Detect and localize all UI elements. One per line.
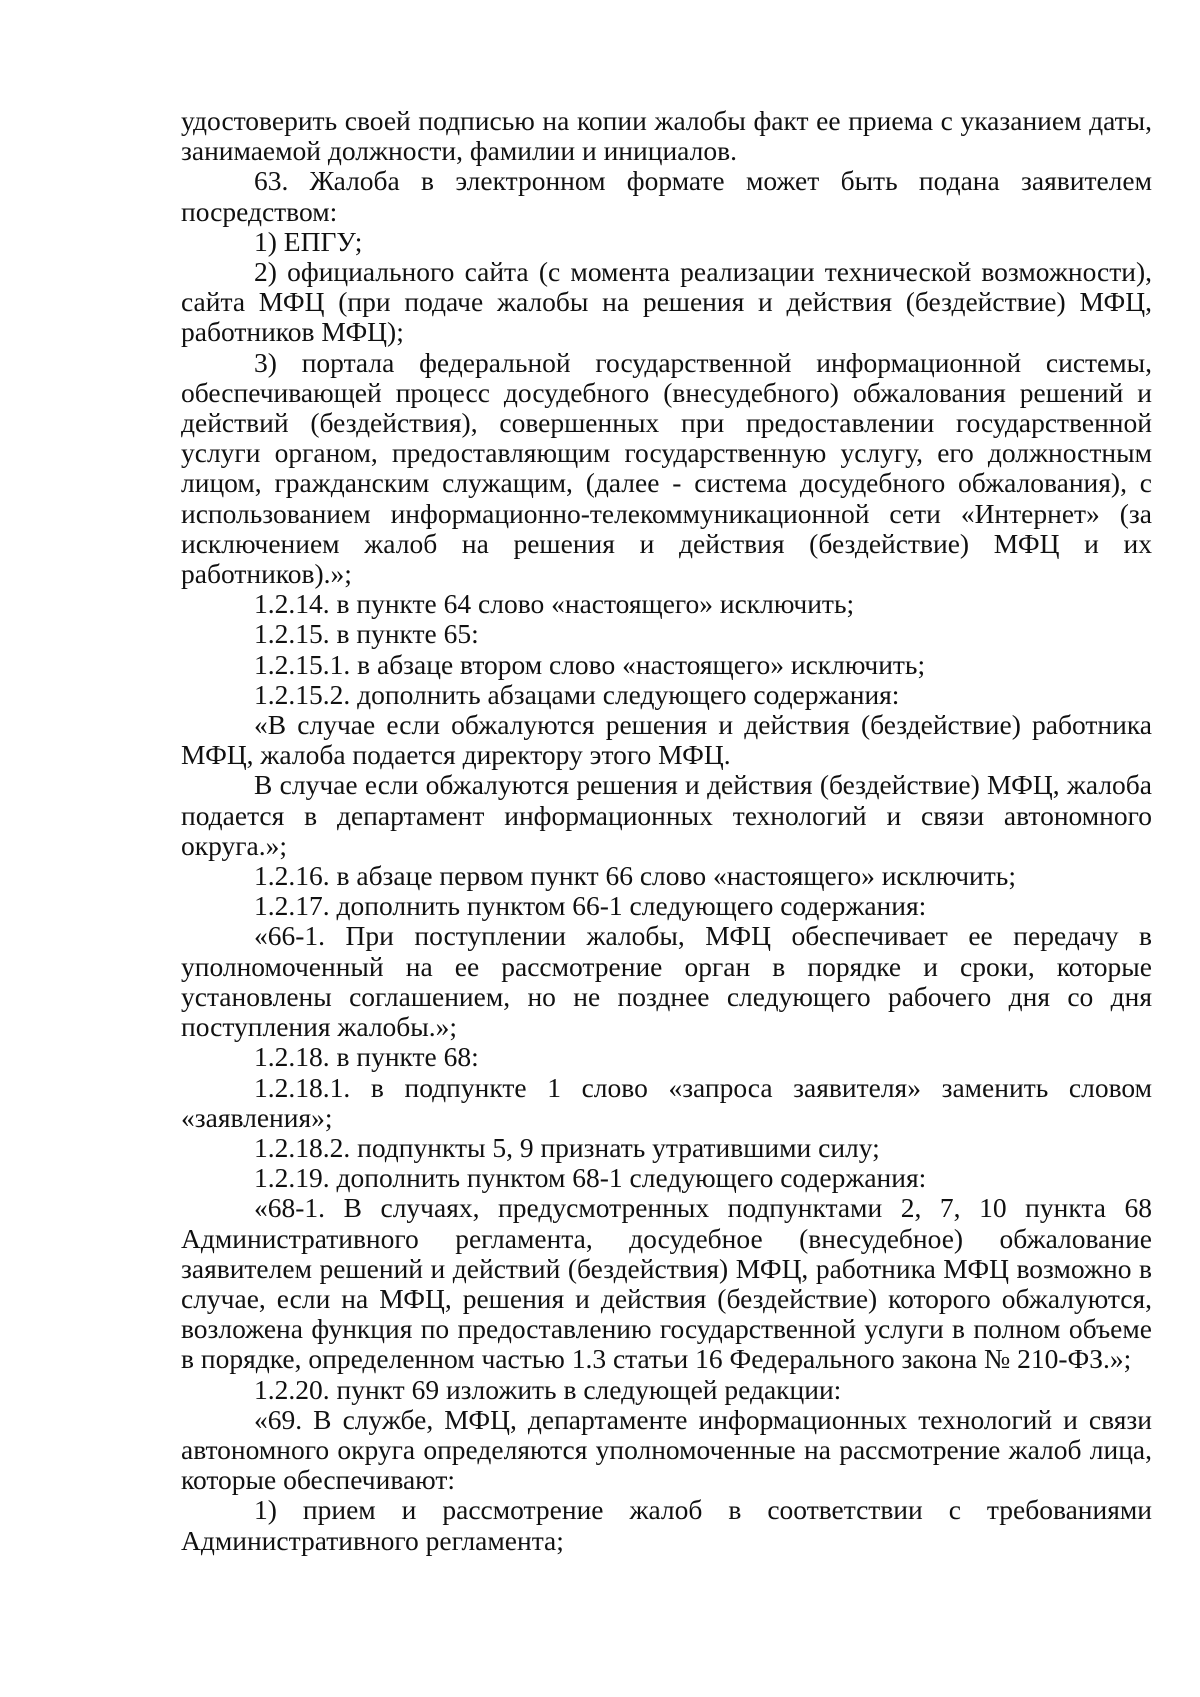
paragraph-1-2-18-1: 1.2.18.1. в подпункте 1 слово «запроса заявителя» заменить словом «заявления»; (181, 1071, 1152, 1133)
paragraph-quote-worker: «В случае если обжалуются решения и действия (бездействие) работника МФЦ, жалоба подается директору этого МФЦ. (181, 709, 1152, 771)
paragraph-69: «69. В службе, МФЦ, департаменте информационных технологий и связи автономного округа определяются уполномоченные на рассмотрение жалоб лица, которые обеспечивают: (181, 1403, 1152, 1496)
paragraph-quote-mfc: В случае если обжалуются решения и действия (бездействие) МФЦ, жалоба подается в департамент информационных технологий и связи автономного округа.»; (181, 769, 1152, 861)
paragraph-1-2-20: 1.2.20. пункт 69 изложить в следующей редакции: (254, 1373, 842, 1405)
paragraph-63: 63. Жалоба в электронном формате может быть подана заявителем посредством: (181, 165, 1152, 227)
paragraph-continuation: удостоверить своей подписью на копии жалобы факт ее приема с указанием даты, занимаемой должности, фамилии и инициалов. (181, 105, 1152, 167)
paragraph-1-2-15-1: 1.2.15.1. в абзаце втором слово «настоящего» исключить; (254, 648, 926, 680)
paragraph-1-2-16: 1.2.16. в абзаце первом пункт 66 слово «настоящего» исключить; (254, 860, 1016, 892)
paragraph-63-item-1: 1) ЕПГУ; (254, 225, 363, 257)
paragraph-63-item-3: 3) портала федеральной государственной информационной системы, обеспечивающей процесс досудебного (внесудебного) обжалования решений и действий (бездействия), совершенных при предоставлении государственной услуги органом, предоставляющим государственную услугу, его должностным лицом, гражданским служащим, (далее - система досудебного обжалования), с использованием информационно-телекоммуникационной сети «Интернет» (за исключением жалоб на решения и действия (бездействие) МФЦ и их работников).»; (181, 346, 1152, 590)
paragraph-1-2-14: 1.2.14. в пункте 64 слово «настоящего» исключить; (254, 588, 855, 620)
paragraph-1-2-18-2: 1.2.18.2. подпункты 5, 9 признать утратившими силу; (254, 1131, 880, 1163)
paragraph-1-2-15: 1.2.15. в пункте 65: (254, 618, 479, 650)
paragraph-1-2-19: 1.2.19. дополнить пунктом 68-1 следующего содержания: (254, 1162, 927, 1194)
paragraph-1-2-15-2: 1.2.15.2. дополнить абзацами следующего содержания: (254, 678, 900, 710)
paragraph-1-2-17: 1.2.17. дополнить пунктом 66-1 следующего содержания: (254, 890, 927, 922)
paragraph-69-item-1: 1) прием и рассмотрение жалоб в соответствии с требованиями Административного регламента; (181, 1494, 1152, 1556)
paragraph-1-2-18: 1.2.18. в пункте 68: (254, 1041, 479, 1073)
paragraph-66-1: «66-1. При поступлении жалобы, МФЦ обеспечивает ее передачу в уполномоченный на ее рассмотрение орган в порядке и сроки, которые установлены соглашением, но не позднее следующего рабочего дня со дня поступления жалобы.»; (181, 920, 1152, 1043)
paragraph-68-1: «68-1. В случаях, предусмотренных подпунктами 2, 7, 10 пункта 68 Административного регламента, досудебное (внесудебное) обжалование заявителем решений и действий (бездействия) МФЦ, работника МФЦ возможно в случае, если на МФЦ, решения и действия (бездействие) которого обжалуются, возложена функция по предоставлению государственной услуги в полном объеме в порядке, определенном частью 1.3 статьи 16 Федерального закона № 210-ФЗ.»; (181, 1192, 1152, 1375)
document-page (181, 106, 1152, 1556)
paragraph-63-item-2: 2) официального сайта (с момента реализации технической возможности), сайта МФЦ (при подаче жалобы на решения и действия (бездействие) МФЦ, работников МФЦ); (181, 256, 1152, 348)
